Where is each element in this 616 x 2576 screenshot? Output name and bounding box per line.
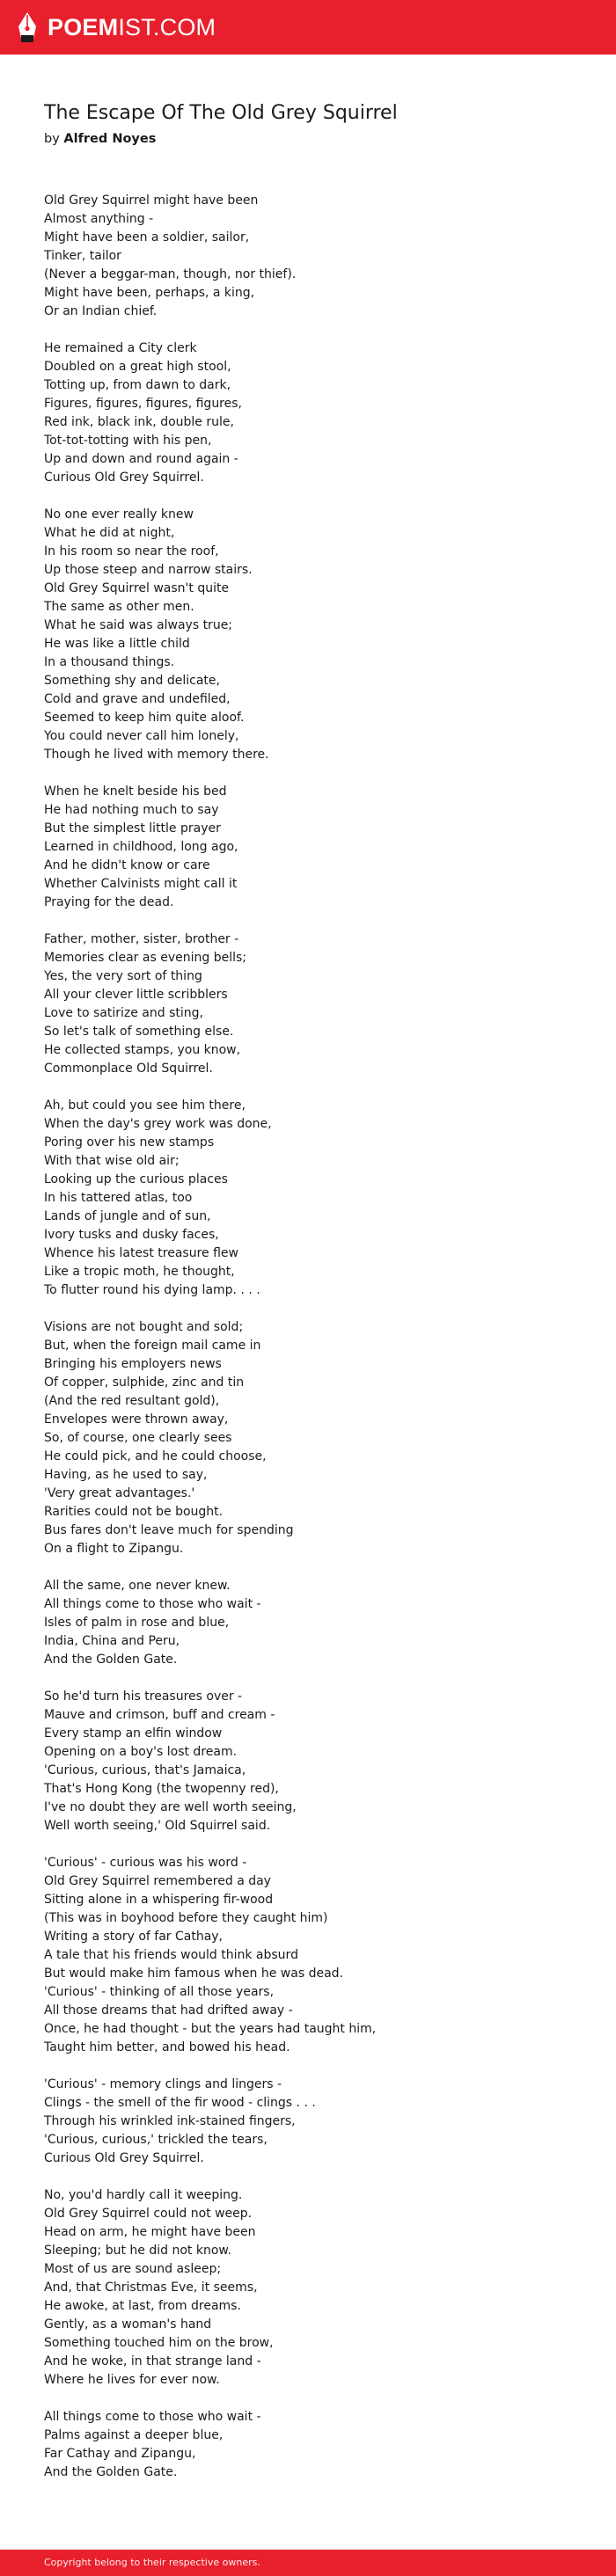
poem-line: And, that Christmas Eve, it seems, <box>44 2280 258 2295</box>
poem-line: Looking up the curious places <box>44 1172 228 1186</box>
poem-line: And the Golden Gate. <box>44 1653 178 1667</box>
site-header <box>0 0 616 55</box>
poem-line: Every stamp an elfin window <box>44 1726 223 1740</box>
poem-line: Or an Indian chief. <box>44 304 158 318</box>
poem-line: But the simplest little prayer <box>44 821 221 836</box>
poem-line: Rarities could not be bought. <box>44 1505 224 1519</box>
poem-line: Curious Old Grey Squirrel. <box>44 2151 204 2165</box>
poem-line: I've no doubt they are well worth seeing, <box>44 1800 297 1814</box>
logo-wordmark-light: IST.COM <box>118 13 216 40</box>
poem-line: Head on arm, he might have been <box>44 2225 256 2239</box>
poem-line: Whence his latest treasure flew <box>44 1246 238 1260</box>
poem-line: Of copper, sulphide, zinc and tin <box>44 1376 245 1390</box>
poem-line: He could pick, and he could choose, <box>44 1449 267 1463</box>
poem-title: The Escape Of The Old Grey Squirrel <box>44 102 398 124</box>
poem-body <box>44 192 572 2500</box>
poem-line: Writing a story of far Cathay, <box>44 1930 224 1944</box>
poem-line: With that wise old air; <box>44 1154 180 1168</box>
poem-line: When the day's grey work was done, <box>44 1117 272 1131</box>
poem-line: Up those steep and narrow stairs. <box>44 563 253 577</box>
poem-line: Like a tropic moth, he thought, <box>44 1265 235 1279</box>
poem-line: Something shy and delicate, <box>44 674 220 688</box>
poem-line: (Never a beggar-man, though, nor thief). <box>44 267 297 281</box>
poem-stanza <box>44 1688 572 1835</box>
poem-line: In his room so near the roof, <box>44 544 219 558</box>
poem-line: Doubled on a great high stool, <box>44 360 231 374</box>
poem-line: India, China and Peru, <box>44 1634 180 1648</box>
poem-line: So, of course, one clearly sees <box>44 1431 232 1445</box>
logo-wordmark <box>48 14 216 41</box>
poem-line: 'Curious' - memory clings and lingers - <box>44 2077 282 2091</box>
poem-line: Figures, figures, figures, figures, <box>44 397 242 411</box>
poem-line: Praying for the dead. <box>44 895 174 909</box>
poem-line: Mauve and crimson, buff and cream - <box>44 1708 275 1722</box>
poem-stanza <box>44 2408 572 2482</box>
byline-prefix: by <box>44 132 60 146</box>
poem-line: Ivory tusks and dusky faces, <box>44 1228 219 1242</box>
poem-line: Sleeping; but he did not know. <box>44 2244 231 2258</box>
poem-line: What he said was always true; <box>44 618 233 632</box>
poem-line: In his tattered atlas, too <box>44 1191 193 1205</box>
poem-line: Might have been a soldier, sailor, <box>44 230 250 244</box>
poem-line: Whether Calvinists might call it <box>44 877 238 891</box>
poem-line: Up and down and round again - <box>44 452 238 466</box>
poem-line: What he did at night, <box>44 526 175 540</box>
poem-line: Far Cathay and Zipangu, <box>44 2447 196 2461</box>
poem-line: No, you'd hardly call it weeping. <box>44 2188 243 2202</box>
poem-line: And he woke, in that strange land - <box>44 2354 261 2368</box>
poem-line: That's Hong Kong (the twopenny red), <box>44 1782 279 1796</box>
poem-line: So he'd turn his treasures over - <box>44 1689 243 1704</box>
poem-line: Almost anything - <box>44 212 154 226</box>
poem-stanza <box>44 192 572 321</box>
pen-nib-icon <box>18 11 37 43</box>
poem-line: 'Curious' - thinking of all those years, <box>44 1985 275 1999</box>
logo-wordmark-bold: POEM <box>48 13 119 40</box>
poem-line: Clings - the smell of the fir wood - clings . . . <box>44 2096 316 2110</box>
poem-line: 'Very great advantages.' <box>44 1486 195 1500</box>
poem-line: He was like a little child <box>44 637 190 651</box>
poem-line: To flutter round his dying lamp. . . . <box>44 1283 260 1297</box>
poem-stanza <box>44 339 572 487</box>
poem-line: 'Curious, curious, that's Jamaica, <box>44 1763 246 1777</box>
copyright-notice: Copyright belong to their respective owners. <box>44 2557 260 2568</box>
poem-line: All things come to those who wait - <box>44 1597 261 1611</box>
poem-line: Well worth seeing,' Old Squirrel said. <box>44 1819 271 1833</box>
poem-line: But would make him famous when he was dead. <box>44 1967 343 1981</box>
poem-line: So let's talk of something else. <box>44 1025 234 1039</box>
poem-line: Commonplace Old Squirrel. <box>44 1062 213 1076</box>
poem-line: (And the red resultant gold), <box>44 1394 220 1408</box>
poem-line: All those dreams that had drifted away - <box>44 2003 293 2018</box>
poem-line: Through his wrinkled ink-stained fingers, <box>44 2114 296 2128</box>
poem-line: (This was in boyhood before they caught him) <box>44 1911 328 1925</box>
site-logo[interactable] <box>18 11 216 43</box>
poem-line: Tinker, tailor <box>44 249 121 263</box>
author-link[interactable]: Alfred Noyes <box>63 132 157 146</box>
poem-line: Where he lives for ever now. <box>44 2373 220 2387</box>
poem-line: In a thousand things. <box>44 655 175 669</box>
poem-line: But, when the foreign mail came in <box>44 1339 261 1353</box>
poem-line: Poring over his new stamps <box>44 1135 215 1149</box>
poem-line: He had nothing much to say <box>44 803 219 817</box>
poem-line: On a flight to Zipangu. <box>44 1542 184 1556</box>
poem-line: Something touched him on the brow, <box>44 2336 274 2350</box>
poem-line: All the same, one never knew. <box>44 1579 231 1593</box>
poem-line: Love to satirize and sting, <box>44 1006 203 1020</box>
poem-line: Bus fares don't leave much for spending <box>44 1523 294 1537</box>
poem-line: Though he lived with memory there. <box>44 748 269 762</box>
poem-line: Once, he had thought - but the years had taught him, <box>44 2022 377 2036</box>
poem-line: Ah, but could you see him there, <box>44 1098 246 1113</box>
poem-line: Old Grey Squirrel might have been <box>44 193 259 208</box>
poem-stanza <box>44 1097 572 1300</box>
poem-line: Gently, as a woman's hand <box>44 2317 212 2332</box>
poem-line: Might have been, perhaps, a king, <box>44 286 255 300</box>
poem-line: Opening on a boy's lost dream. <box>44 1745 238 1759</box>
poem-line: Red ink, black ink, double rule, <box>44 415 234 429</box>
poem-line: Cold and grave and undefiled, <box>44 692 231 706</box>
poem-line: Sitting alone in a whispering fir-wood <box>44 1893 274 1907</box>
poem-line: He awoke, at last, from dreams. <box>44 2299 241 2313</box>
poem-line: He collected stamps, you know, <box>44 1043 241 1057</box>
poem-line: When he knelt beside his bed <box>44 784 227 799</box>
poem-line: And he didn't know or care <box>44 858 210 872</box>
poem-line: Old Grey Squirrel wasn't quite <box>44 581 230 595</box>
poem-line: Totting up, from dawn to dark, <box>44 378 231 392</box>
poem-line: Seemed to keep him quite aloof. <box>44 711 245 725</box>
poem-line: 'Curious' - curious was his word - <box>44 1856 247 1870</box>
poem-line: Most of us are sound asleep; <box>44 2262 222 2276</box>
poem-stanza <box>44 783 572 912</box>
poem-line: Memories clear as evening bells; <box>44 951 246 965</box>
poem-stanza <box>44 2076 572 2168</box>
poem-line: The same as other men. <box>44 600 194 614</box>
poem-line: Curious Old Grey Squirrel. <box>44 471 204 485</box>
poem-line: Old Grey Squirrel could not weep. <box>44 2207 253 2221</box>
poem-line: All your clever little scribblers <box>44 988 228 1002</box>
poem-line: No one ever really knew <box>44 507 194 522</box>
poem-line: Learned in childhood, long ago, <box>44 840 238 854</box>
poem-line: You could never call him lonely, <box>44 729 239 743</box>
poem-byline <box>44 132 156 146</box>
poem-line: And the Golden Gate. <box>44 2465 178 2479</box>
poem-line: Palms against a deeper blue, <box>44 2428 224 2442</box>
poem-line: Old Grey Squirrel remembered a day <box>44 1874 271 1888</box>
poem-line: A tale that his friends would think absurd <box>44 1948 298 1962</box>
poem-stanza <box>44 506 572 764</box>
poem-line: All things come to those who wait - <box>44 2410 261 2424</box>
poem-line: Envelopes were thrown away, <box>44 1412 229 1427</box>
poem-stanza <box>44 1854 572 2057</box>
poem-stanza <box>44 930 572 1078</box>
poem-line: He remained a City clerk <box>44 341 197 355</box>
poem-stanza <box>44 1318 572 1558</box>
poem-line: Father, mother, sister, brother - <box>44 932 239 946</box>
poem-line: Having, as he used to say, <box>44 1468 208 1482</box>
poem-line: Taught him better, and bowed his head. <box>44 2040 290 2054</box>
site-footer <box>0 2550 616 2576</box>
poem-stanza <box>44 1577 572 1669</box>
poem-line: Yes, the very sort of thing <box>44 969 202 983</box>
poem-stanza <box>44 2186 572 2390</box>
poem-line: Visions are not bought and sold; <box>44 1320 244 1334</box>
poem-line: Isles of palm in rose and blue, <box>44 1616 230 1630</box>
poem-line: Lands of jungle and of sun, <box>44 1209 211 1223</box>
poem-line: Tot-tot-totting with his pen, <box>44 434 212 448</box>
poem-line: 'Curious, curious,' trickled the tears, <box>44 2133 268 2147</box>
poem-line: Bringing his employers news <box>44 1357 222 1371</box>
